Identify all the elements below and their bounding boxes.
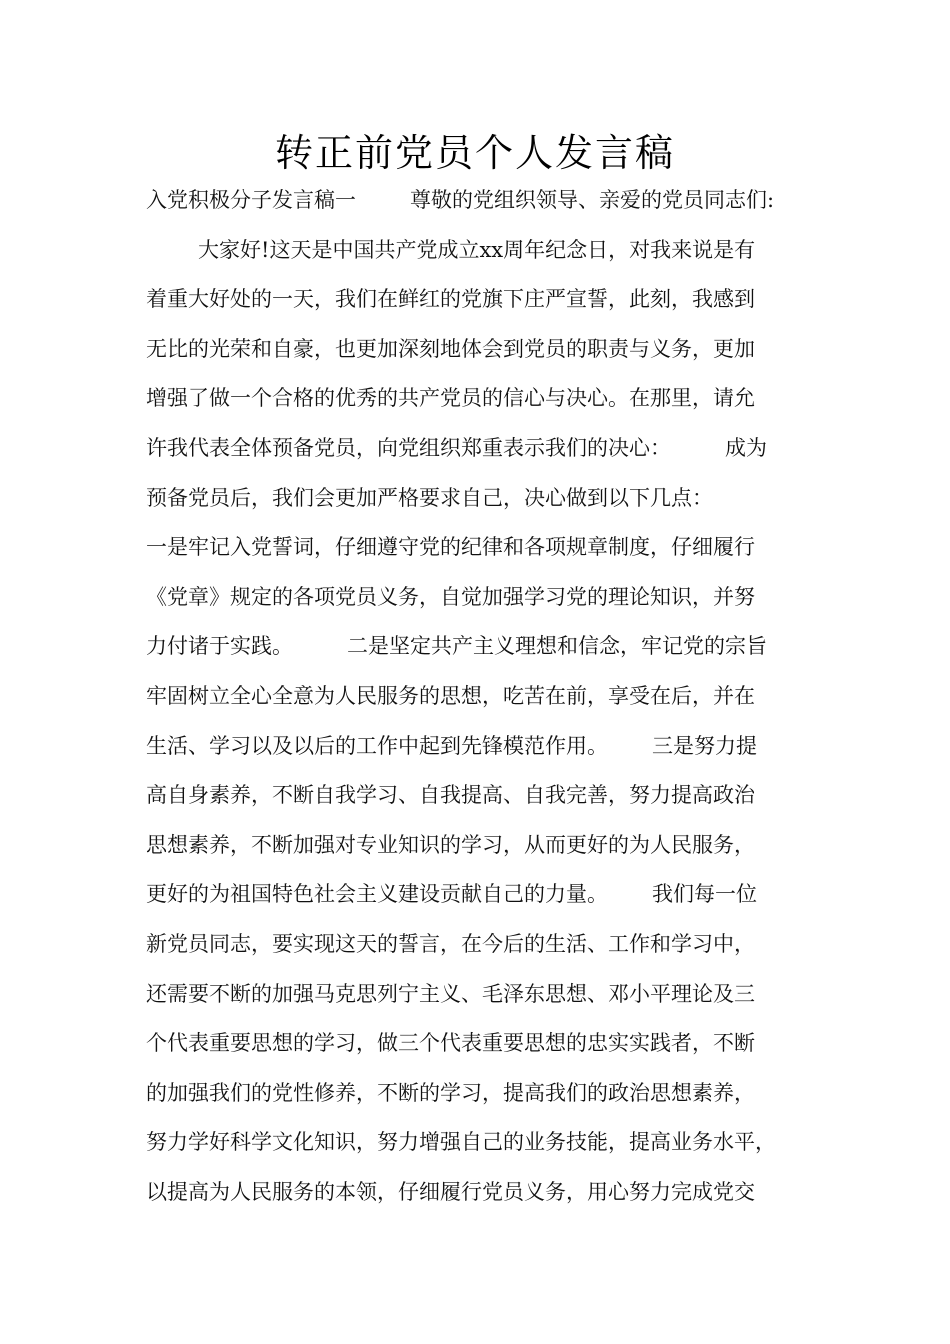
text-line	[146, 676, 821, 726]
text-segment: 新党员同志，要实现这天的誓言，在今后的生活、工作和学习中，	[146, 931, 755, 956]
text-segment: 更好的为祖国特色社会主义建设贡献自己的力量。	[146, 882, 608, 907]
text-line	[146, 1172, 821, 1222]
text-line	[146, 1073, 821, 1123]
text-segment: 的加强我们的党性修养，不断的学习，提高我们的政治思想素养，	[146, 1080, 755, 1105]
text-segment: 以提高为人民服务的本领，仔细履行党员义务，用心努力完成党交	[146, 1179, 755, 1204]
text-segment: 牢固树立全心全意为人民服务的思想，吃苦在前，享受在后，并在	[146, 683, 755, 708]
text-line	[146, 726, 821, 776]
text-segment: 我们每一位	[652, 882, 757, 907]
text-line	[146, 874, 821, 924]
text-line	[146, 924, 821, 974]
text-line	[146, 974, 821, 1024]
text-line	[146, 1023, 821, 1073]
text-segment: 还需要不断的加强马克思列宁主义、毛泽东思想、邓小平理论及三	[146, 981, 755, 1006]
text-line	[146, 230, 821, 280]
text-segment: 高自身素养，不断自我学习、自我提高、自我完善，努力提高政治	[146, 783, 755, 808]
text-line	[146, 577, 821, 627]
text-line	[146, 378, 821, 428]
text-segment: 《党章》规定的各项党员义务，自觉加强学习党的理论知识，并努	[146, 584, 755, 609]
text-line	[146, 478, 821, 528]
text-segment: 一是牢记入党誓词，仔细遵守党的纪律和各项规章制度，仔细履行	[146, 535, 755, 560]
text-segment: 预备党员后，我们会更加严格要求自己，决心做到以下几点：	[146, 485, 713, 510]
text-segment: 思想素养，不断加强对专业知识的学习，从而更好的为人民服务，	[146, 832, 755, 857]
document-body	[146, 180, 821, 1221]
text-segment: 无比的光荣和自豪，也更加深刻地体会到党员的职责与义务，更加	[146, 336, 755, 361]
text-segment: 力付诸于实践。	[146, 634, 293, 659]
text-segment: 生活、学习以及以后的工作中起到先锋模范作用。	[146, 733, 608, 758]
text-segment: 三是努力提	[652, 733, 757, 758]
text-line	[146, 626, 821, 676]
text-segment: 个代表重要思想的学习，做三个代表重要思想的忠实实践者，不断	[146, 1031, 755, 1056]
text-line	[146, 428, 821, 478]
text-segment: 努力学好科学文化知识，努力增强自己的业务技能，提高业务水平，	[146, 1130, 776, 1155]
text-line	[146, 825, 821, 875]
document-title: 转正前党员个人发言稿	[274, 131, 675, 175]
text-line	[146, 1122, 821, 1172]
text-segment: 许我代表全体预备党员，向党组织郑重表示我们的决心：	[146, 435, 671, 460]
text-segment: 大家好!这天是中国共产党成立xx周年纪念日，对我来说是有	[198, 237, 756, 262]
text-line	[146, 279, 821, 329]
text-line	[146, 527, 821, 577]
text-line	[146, 180, 821, 230]
text-segment: 着重大好处的一天，我们在鲜红的党旗下庄严宣誓，此刻，我感到	[146, 287, 755, 312]
text-segment: 二是坚定共产主义理想和信念，牢记党的宗旨	[347, 634, 767, 659]
text-line	[146, 329, 821, 379]
text-segment: 增强了做一个合格的优秀的共产党员的信心与决心。在那里，请允	[146, 386, 755, 411]
text-segment: 尊敬的党组织领导、亲爱的党员同志们:	[410, 188, 775, 212]
text-segment: 入党积极分子发言稿一	[146, 188, 356, 212]
text-segment: 成为	[725, 435, 767, 460]
text-line	[146, 775, 821, 825]
